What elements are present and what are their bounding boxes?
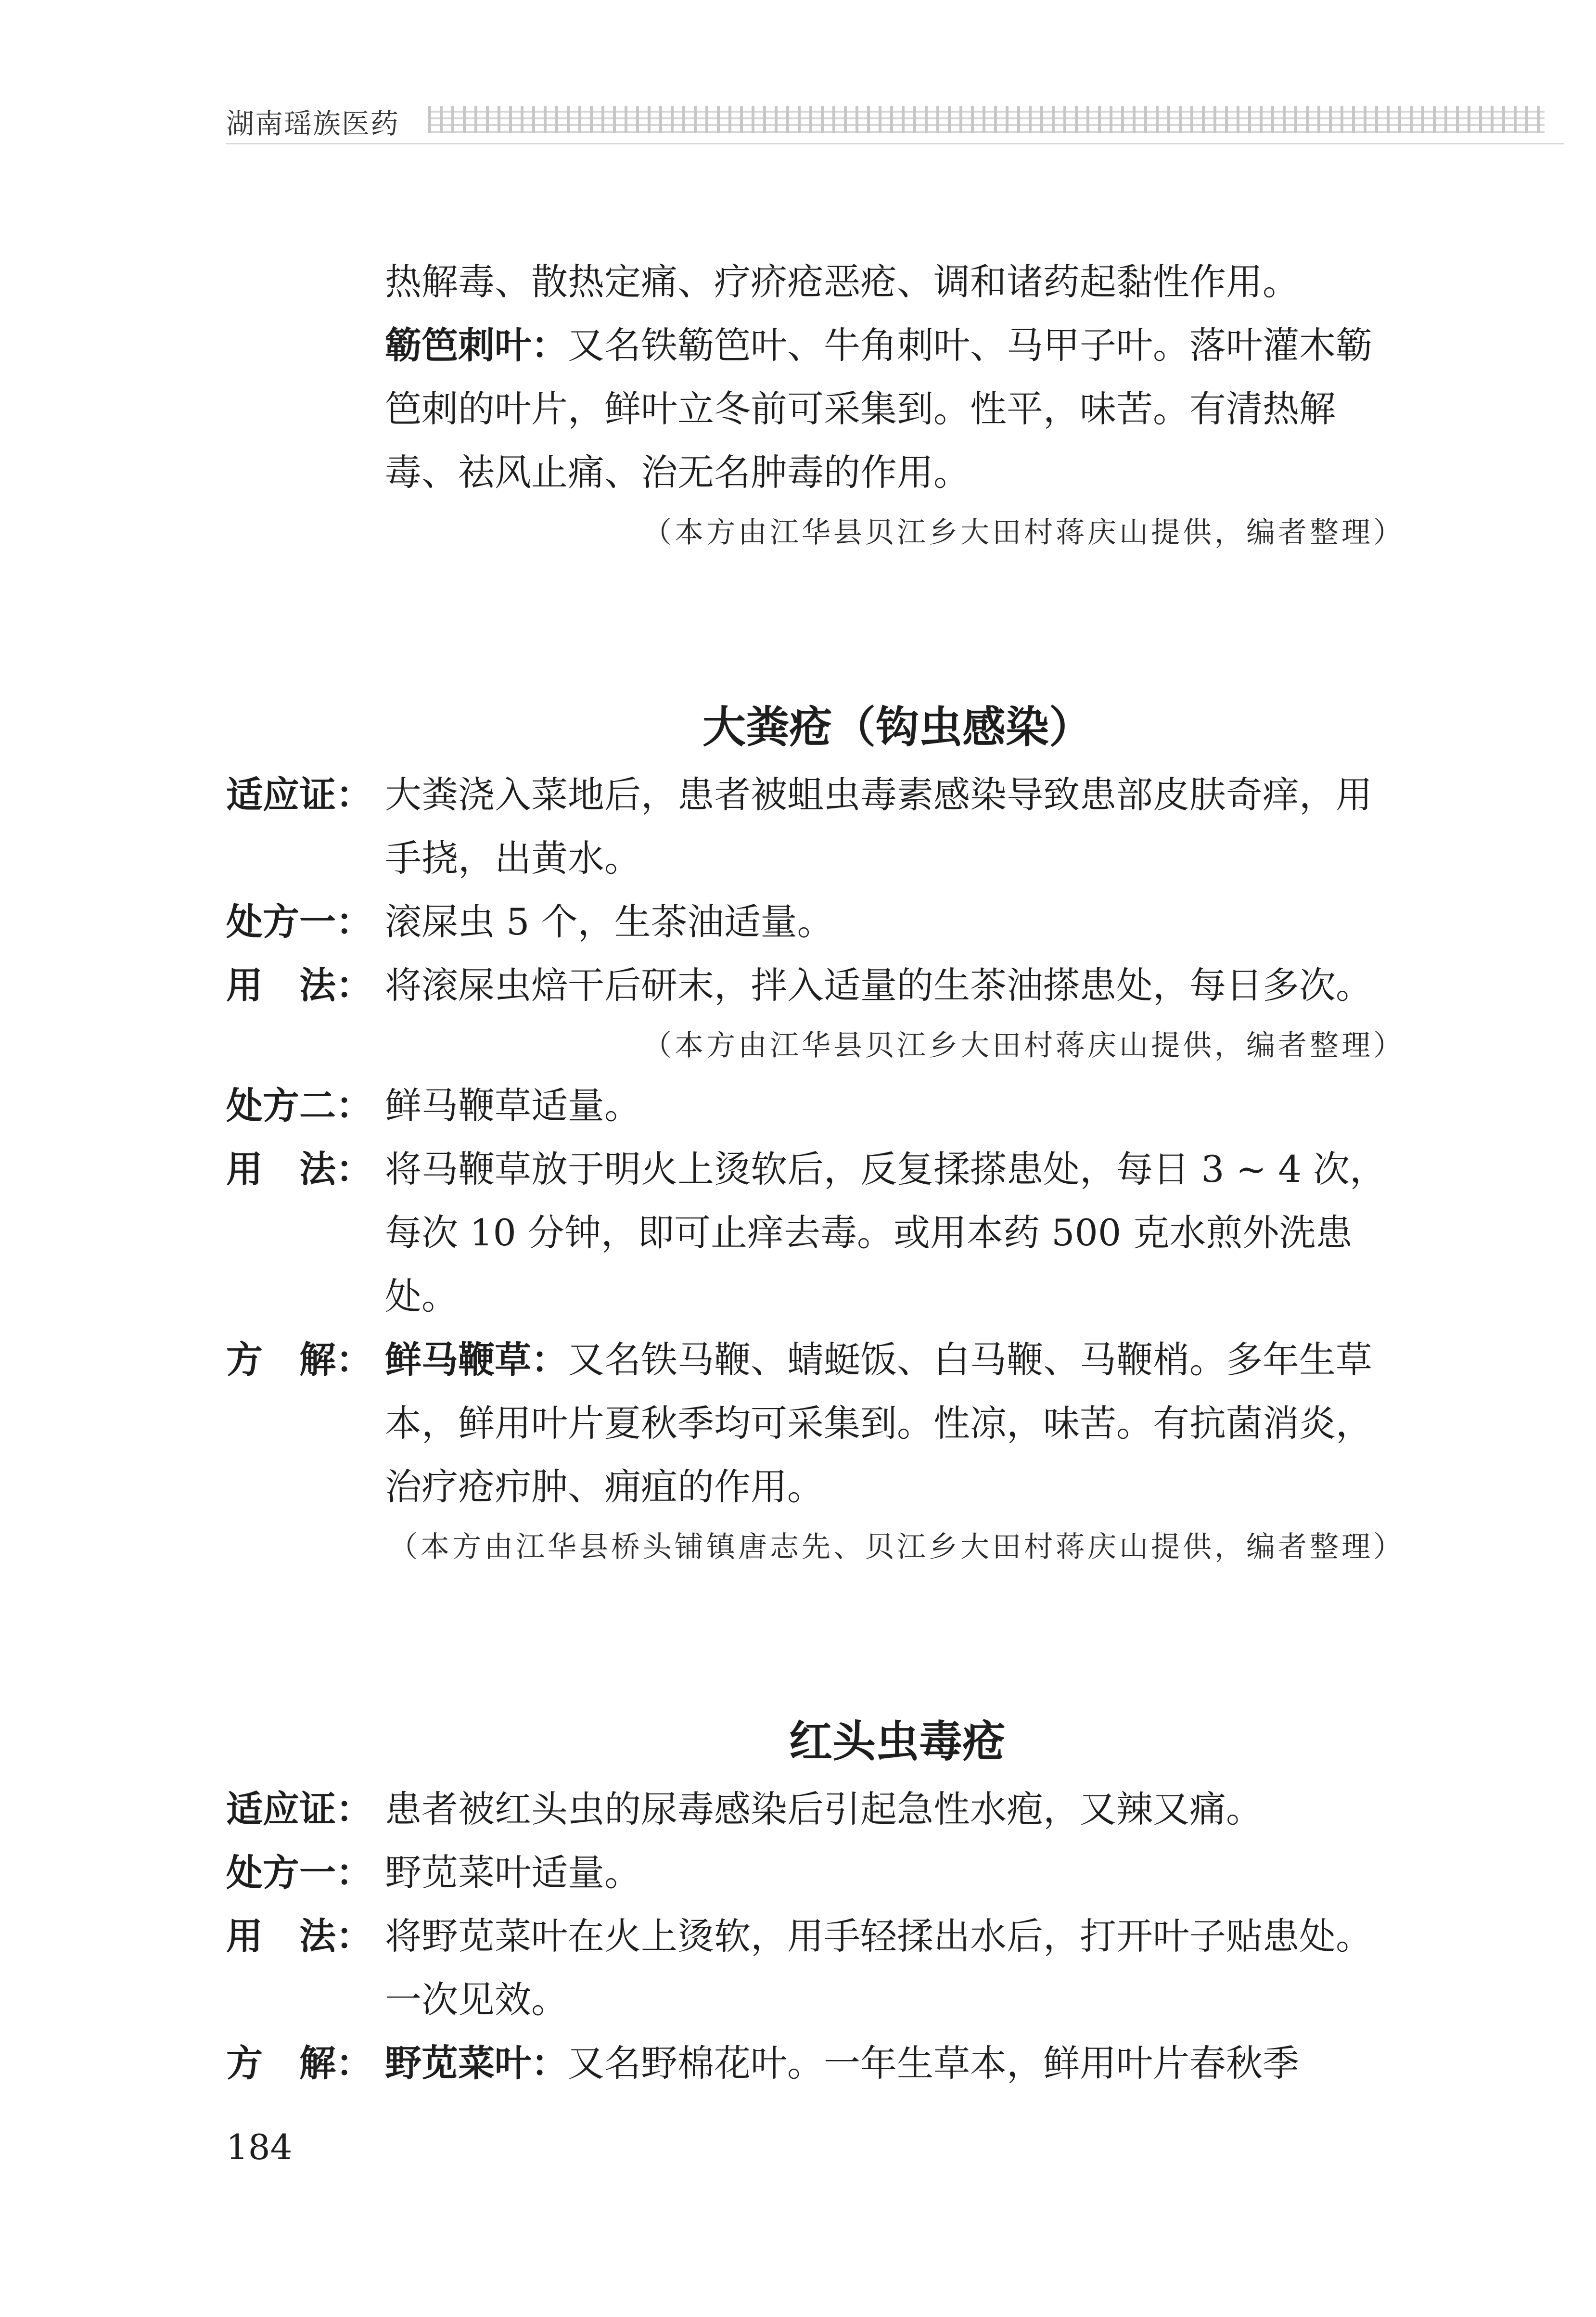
herb-name: 鲜马鞭草： <box>385 1338 568 1381</box>
usage-row <box>226 1905 1405 2032</box>
running-header <box>226 91 1564 144</box>
indication-label: 适应证： <box>226 1788 372 1831</box>
usage-row <box>226 954 1405 1017</box>
indication-label: 适应证： <box>226 773 372 816</box>
continued-paragraph: 热解毒、散热定痛、疗疥疮恶疮、调和诸药起黏性作用。 <box>385 260 1299 303</box>
usage-label: 用 法： <box>226 1148 372 1191</box>
explanation-label: 方 解： <box>226 2042 372 2085</box>
herb-description: 又名野棉花叶。一年生草本，鲜用叶片春秋季 <box>568 2042 1299 2085</box>
explanation-row <box>226 2032 1405 2095</box>
usage-text: 将滚屎虫焙干后研末，拌入适量的生茶油搽患处，每日多次。 <box>385 964 1372 1007</box>
page-number: 184 <box>226 2127 293 2167</box>
indication-text: 大粪浇入菜地后，患者被蛆虫毒素感染导致患部皮肤奇痒，用手挠，出黄水。 <box>385 773 1372 880</box>
prescription-text: 野苋菜叶适量。 <box>385 1851 641 1894</box>
prescription-text: 滚屎虫 5 个，生茶油适量。 <box>385 900 834 943</box>
page-body <box>226 250 1405 2095</box>
prescription-text: 鲜马鞭草适量。 <box>385 1084 641 1127</box>
usage-row <box>226 1138 1405 1328</box>
prescription-label: 处方一： <box>226 1851 372 1894</box>
herb-name: 簕笆刺叶： <box>385 324 568 367</box>
usage-label: 用 法： <box>226 964 372 1007</box>
herb-paragraph <box>226 314 1405 504</box>
prescription-row <box>226 1841 1405 1905</box>
source-note: （本方由江华县桥头铺镇唐志先、贝江乡大田村蒋庆山提供，编者整理） <box>389 1530 1405 1564</box>
header-rule <box>226 143 1564 144</box>
prescription-label: 处方二： <box>226 1084 372 1127</box>
indication-text: 患者被红头虫的尿毒感染后引起急性水疱，又辣又痛。 <box>385 1788 1263 1831</box>
source-note: （本方由江华县贝江乡大田村蒋庆山提供，编者整理） <box>643 1029 1405 1062</box>
section-title: 大粪疮（钩虫感染） <box>702 702 1092 753</box>
explanation-text <box>385 1328 1405 1519</box>
usage-text: 将野苋菜叶在火上烫软，用手轻揉出水后，打开叶子贴患处。一次见效。 <box>385 1915 1372 2021</box>
usage-text: 将马鞭草放于明火上烫软后，反复揉搽患处，每日 3 ~ 4 次，每次 10 分钟，即可止痒去毒。或用本药 500 克水煎外洗患处。 <box>385 1148 1387 1318</box>
header-title: 湖南瑶族医药 <box>226 107 400 140</box>
explanation-text <box>385 2032 1405 2095</box>
herb-description: 又名铁簕笆叶、牛角刺叶、马甲子叶。落叶灌木簕笆刺的叶片，鲜叶立冬前可采集到。性平，味苦。有清热解毒、祛风止痛、治无名肿毒的作用。 <box>385 324 1372 494</box>
prescription-row <box>226 890 1405 954</box>
herb-description: 又名铁马鞭、蜻蜓饭、白马鞭、马鞭梢。多年生草本，鲜用叶片夏秋季均可采集到。性凉，味苦。有抗菌消炎，治疗疮疖肿、痈疽的作用。 <box>385 1338 1372 1508</box>
prescription-row <box>226 1074 1405 1138</box>
usage-label: 用 法： <box>226 1915 372 1958</box>
section-title: 红头虫毒疮 <box>789 1716 1006 1767</box>
prescription-label: 处方一： <box>226 900 372 943</box>
section-spacer <box>226 1575 1405 1705</box>
source-note: （本方由江华县贝江乡大田村蒋庆山提供，编者整理） <box>643 516 1405 550</box>
explanation-label: 方 解： <box>226 1338 372 1381</box>
indication-row <box>226 763 1405 890</box>
indication-row <box>226 1778 1405 1841</box>
header-ornament-band <box>428 106 1545 133</box>
explanation-row <box>226 1328 1405 1519</box>
herb-name: 野苋菜叶： <box>385 2042 568 2085</box>
section-spacer <box>226 561 1405 691</box>
